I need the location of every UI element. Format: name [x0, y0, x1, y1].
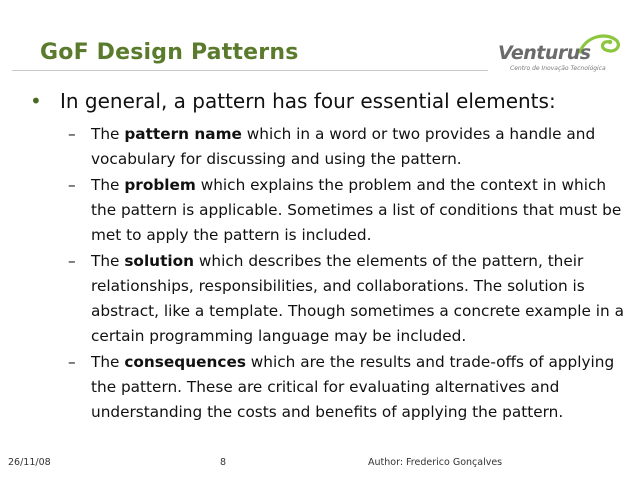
dash-icon: –: [68, 176, 76, 194]
logo-wordmark: Venturus: [498, 42, 591, 64]
logo-tagline: Centro de Inovação Tecnológica: [510, 65, 606, 72]
sub-item-text: The: [91, 252, 125, 270]
title-divider: [12, 70, 488, 71]
dash-icon: –: [68, 125, 76, 143]
sub-item-text: The: [91, 176, 125, 194]
sub-item-text: which are the results and trade-offs of applying the pattern. These are critical for evaluating alternatives and understanding the costs and benefits of applying the pattern.: [91, 353, 615, 421]
bullet-icon: •: [30, 89, 42, 113]
dash-icon: –: [68, 353, 76, 371]
sub-item-keyword: pattern name: [124, 125, 242, 143]
sub-item-text: The: [91, 125, 125, 143]
sub-item-problem: [30, 173, 631, 248]
footer-page-number: 8: [220, 457, 227, 468]
footer-date: 26/11/08: [8, 457, 51, 468]
sub-item-consequences: [30, 350, 631, 425]
sub-item-keyword: solution: [124, 252, 195, 270]
slide-content: [30, 88, 630, 426]
footer-author: Author: Frederico Gonçalves: [368, 457, 503, 468]
main-bullet: [30, 88, 630, 114]
sub-item-text: which explains the problem and the context in which the pattern is applicable. Sometimes a list of conditions that must be met to apply the pattern is included.: [91, 176, 622, 244]
sub-item-keyword: problem: [124, 176, 196, 194]
dash-icon: –: [68, 252, 76, 270]
venturus-logo: [498, 30, 624, 76]
sub-item-pattern-name: [30, 122, 631, 172]
sub-item-text: The: [91, 353, 125, 371]
sub-item-solution: [30, 249, 631, 349]
sub-item-text: which describes the elements of the pattern, their relationships, responsibilities, and collaborations. The solution is abstract, like a template. Though sometimes a concrete example in a certain programming language may be included.: [91, 252, 624, 345]
sub-item-keyword: consequences: [124, 353, 246, 371]
sub-item-text: which in a word or two provides a handle and vocabulary for discussing and using the pattern.: [91, 125, 596, 168]
slide-title: GoF Design Patterns: [40, 40, 299, 65]
main-bullet-text: In general, a pattern has four essential elements:: [60, 89, 556, 113]
